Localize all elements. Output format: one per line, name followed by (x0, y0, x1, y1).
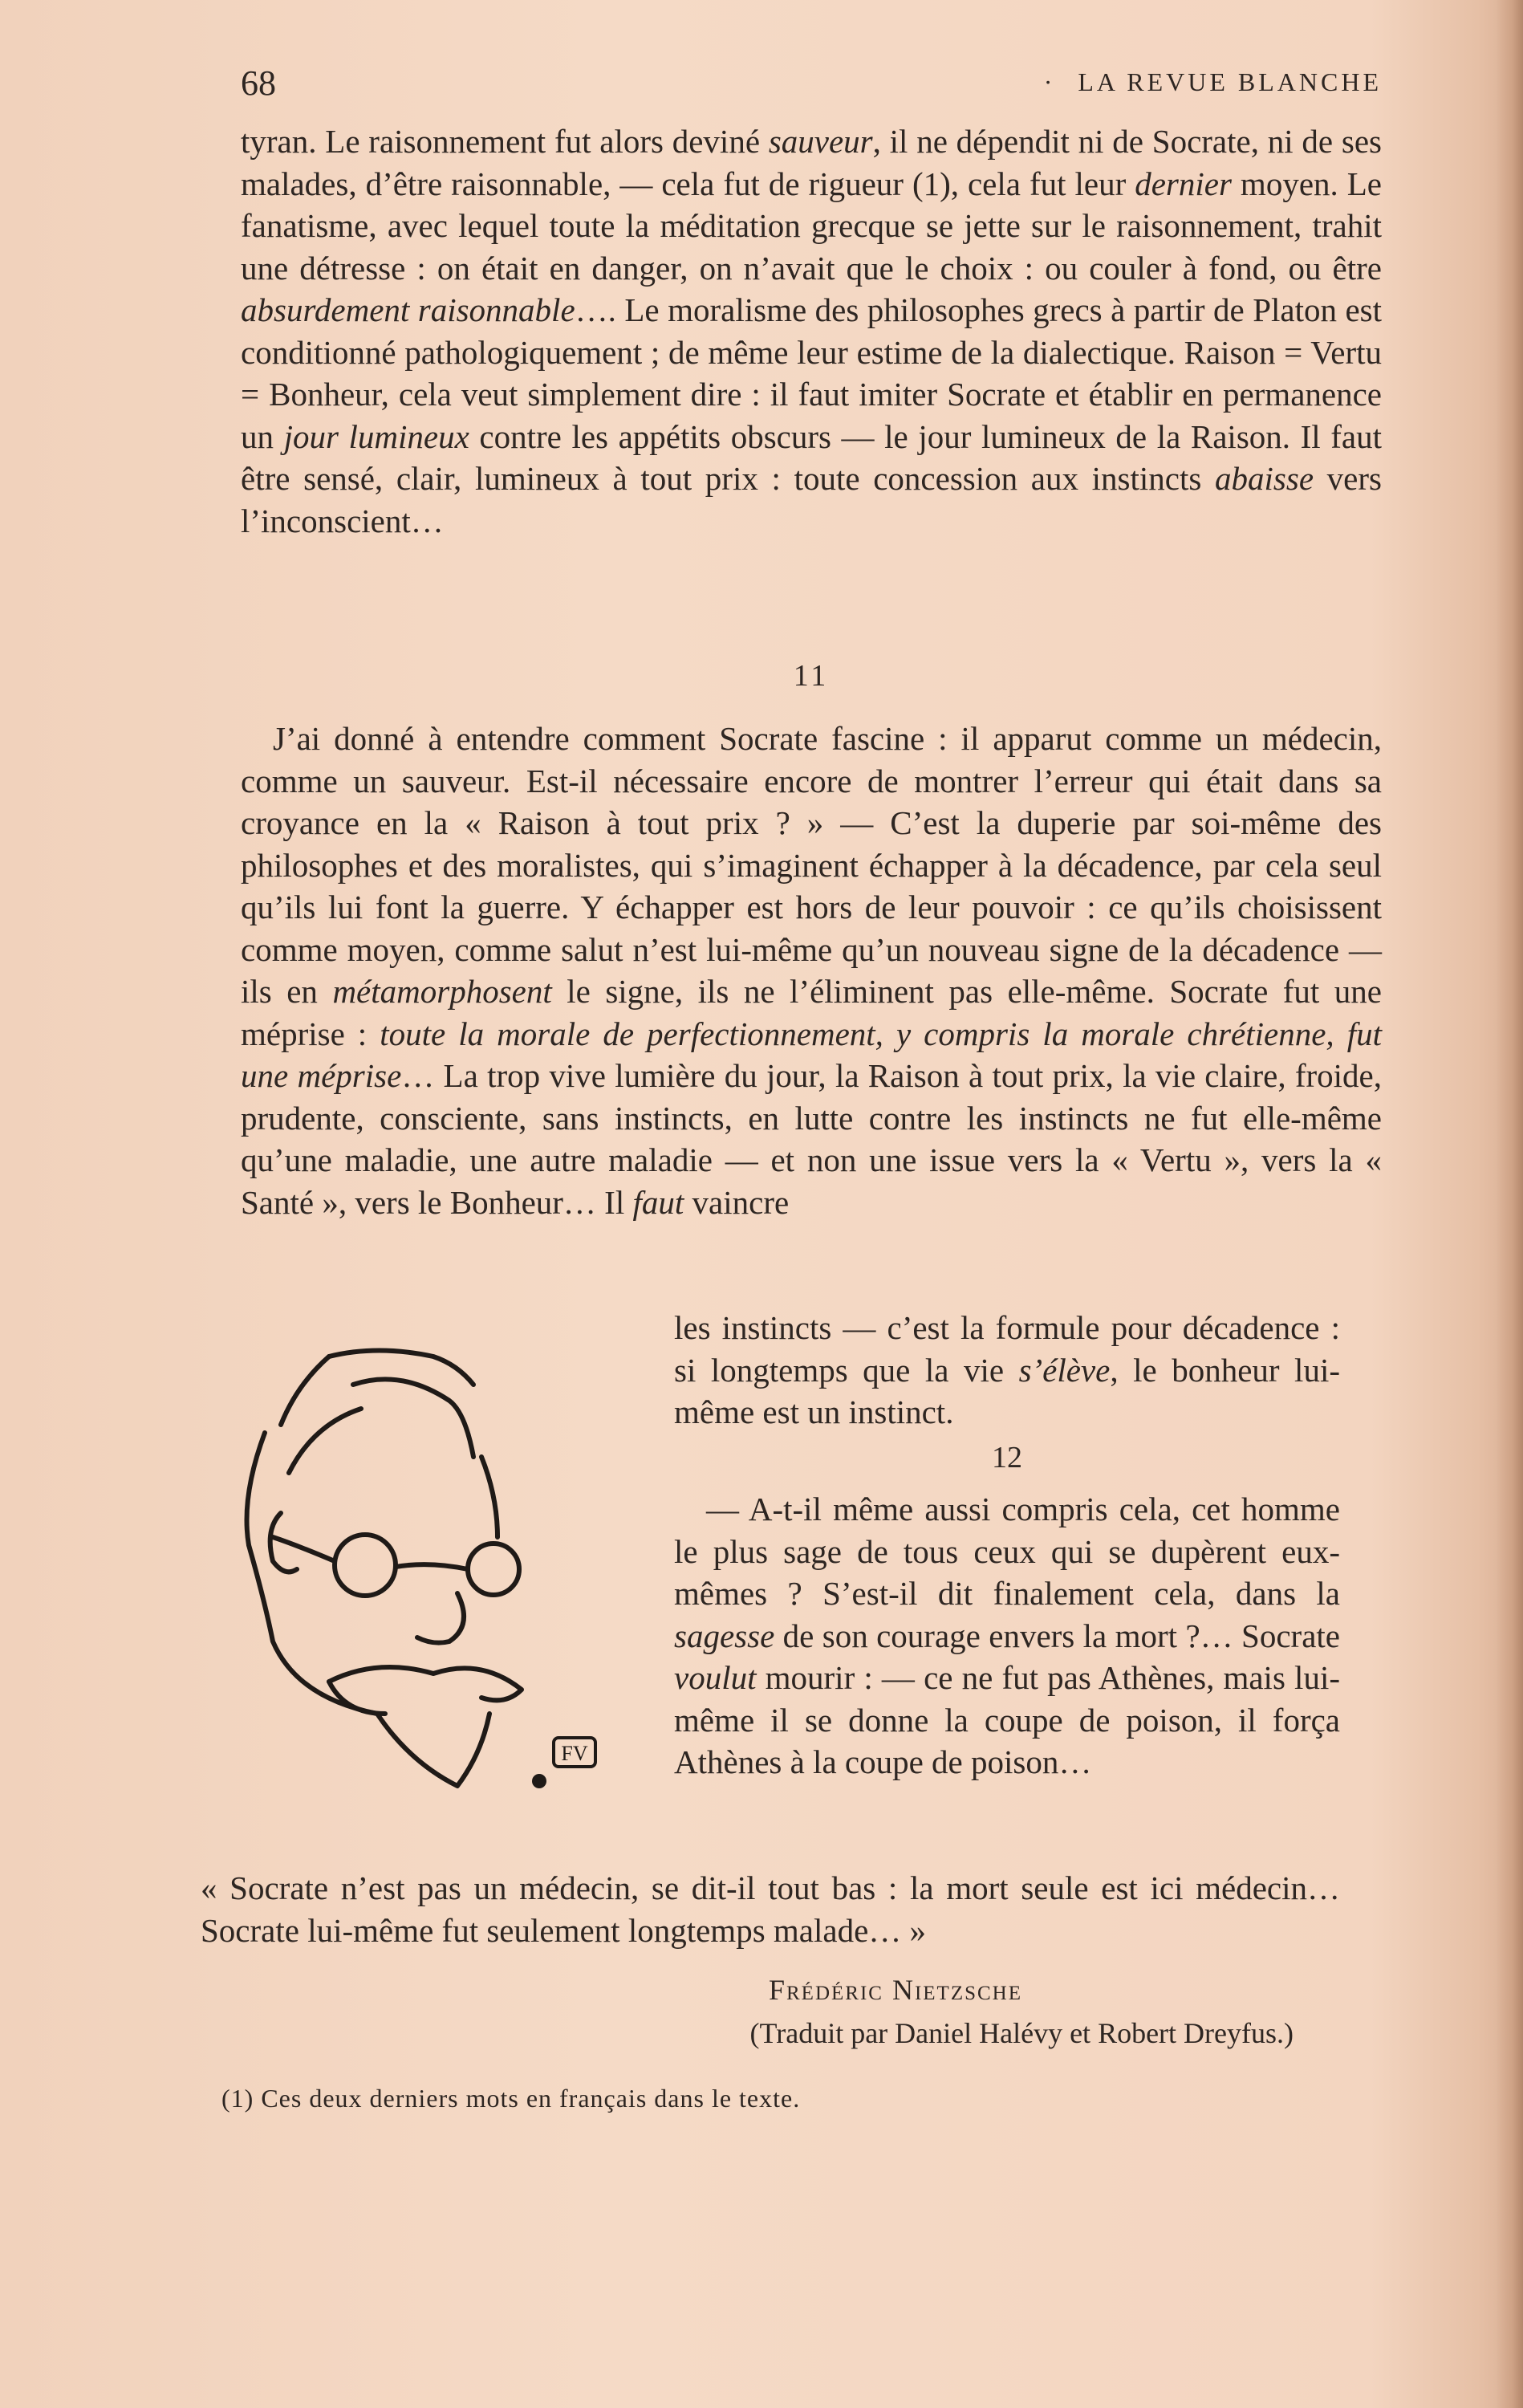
moustache-stroke (329, 1667, 522, 1700)
moustache-left-stroke (329, 1682, 385, 1714)
glasses-bridge-stroke (396, 1564, 468, 1569)
hair-left-stroke (281, 1357, 329, 1425)
paragraph: — A-t-il même aussi compris cela, cet homme le plus sage de tous ceux qui se dupèrent eux-mêmes ? S’est-il dit finalement cela, dans la sagesse de son courage envers la mort ?… Socrate voulut mourir : — ce ne fut pas Athènes, mais lui-même il se donne la coupe de poison, il força Athènes à la coupe de poison… (674, 1491, 1340, 1780)
section-number-11: 11 (793, 659, 830, 693)
page-edge-shadow (1496, 0, 1523, 2408)
footnote: (1) Ces deux derniers mots en français dans le texte. (221, 2084, 801, 2113)
page-header (241, 63, 1382, 103)
paragraph: « Socrate n’est pas un médecin, se dit-il tout bas : la mort seule est ici médecin… Socrate lui-même fut seulement longtemps malade… » (201, 1869, 1340, 1949)
glasses-arm-stroke (273, 1537, 335, 1561)
translator-credit: (Traduit par Daniel Halévy et Robert Dreyfus.) (749, 2017, 1294, 2049)
closing-quote (201, 1867, 1340, 1951)
right-lens-stroke (468, 1544, 519, 1595)
page-number: 68 (241, 63, 276, 103)
beard-stroke (377, 1714, 489, 1786)
section-11-previous-text (241, 120, 1382, 542)
left-lens-stroke (335, 1535, 396, 1596)
monogram-text: FV (561, 1742, 588, 1765)
inner-hair-stroke (289, 1409, 361, 1473)
wrap-text-column (674, 1307, 1340, 1784)
section-11-text (241, 718, 1382, 1223)
author-signature: Frédéric Nietzsche (768, 1974, 1022, 2006)
paragraph: J’ai donné à entendre comment Socrate fascine : il apparut comme un médecin, comme un sauveur. Est-il nécessaire encore de montrer l’erreur qui était dans sa croyance en la « Raison à tout prix ? » — C’est la duperie par soi-même des philosophes et des moralistes, qui s’imaginent échapper à la décadence, par cela seul qu’ils lui font la guerre. Y échapper est hors de leur pouvoir : ce qu’ils choisissent comme moyen, comme salut n’est lui-même qu’un nouveau signe de la décadence — ils en métamorphosent le signe, ils ne l’éliminent pas elle-même. Socrate fut une méprise : toute la morale de perfectionnement, y compris la morale chrétienne, fut une méprise… La trop vive lumière du jour, la Raison à tout prix, la vie claire, froide, prudente, consciente, sans instincts, en lutte contre les instincts ne fut elle-même qu’une maladie, une autre maladie — et non une issue vers la « Vertu », vers la « Santé », vers le Bonheur… Il faut vaincre (241, 720, 1383, 1221)
monogram-box (532, 1738, 595, 1788)
forehead-stroke (353, 1379, 473, 1457)
running-title: · LA REVUE BLANCHE (1044, 67, 1382, 97)
right-face-stroke (481, 1457, 498, 1537)
paragraph: tyran. Le raisonnement fut alors deviné sauveur, il ne dépendit ni de Socrate, ni de ses malades, d’être raisonnable, — cela fut de rigueur (1), cela fut leur dernier moyen. Le fanatisme, avec lequel toute la méditation grecque se jette sur le raisonnement, trahit une détresse : on était en danger, on n’avait que le choix : ou couler à fond, ou être absurdement raisonnable…. Le moralisme des philosophes grecs à partir de Platon est conditionné pathologiquement ; de même leur estime de la dialectique. Raison = Vertu = Bonheur, cela veut simplement dire : il faut imiter Socrate et établir en permanence un jour lumineux contre les appétits obscurs — le jour lumineux de la Raison. Il faut être sensé, clair, lumineux à tout prix : toute concession aux instincts abaisse vers l’inconscient… (241, 123, 1383, 539)
socrates-portrait-drawing-icon (217, 1336, 634, 1850)
section-number-12: 12 (992, 1440, 1022, 1474)
nose-stroke (417, 1593, 464, 1643)
monogram-dot (532, 1774, 546, 1788)
left-temple-stroke (247, 1433, 266, 1545)
paragraph: les instincts — c’est la formule pour décadence : si longtemps que la vie s’élève, le bonheur lui-même est un instinct. (674, 1309, 1340, 1430)
left-jaw-stroke (249, 1545, 377, 1714)
